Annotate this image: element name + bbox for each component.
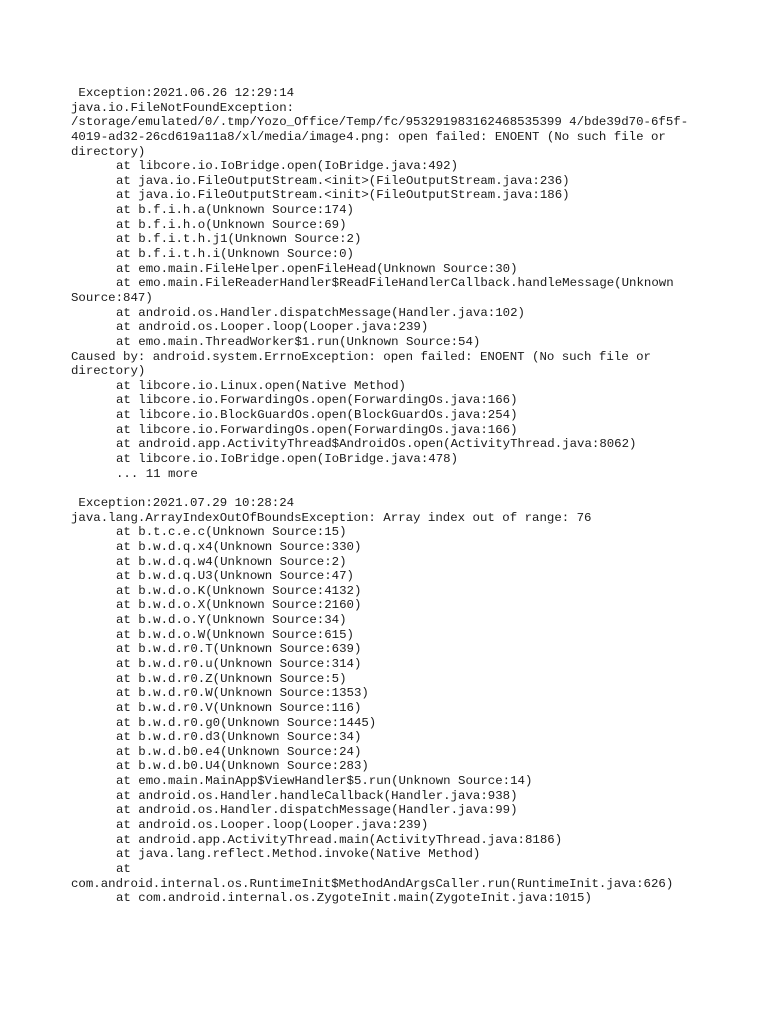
stack-frame-line: at b.w.d.r0.T(Unknown Source:639) (116, 642, 362, 657)
stack-frame-line: at b.t.c.e.c(Unknown Source:15) (116, 525, 347, 540)
stack-frame-line: at b.w.d.r0.u(Unknown Source:314) (116, 656, 362, 671)
stack-frame-line: at android.os.Looper.loop(Looper.java:239) (116, 320, 429, 335)
stack-frame-line: at b.w.d.b0.U4(Unknown Source:283) (116, 759, 369, 774)
exception-message-line: Source:847) (71, 290, 153, 305)
stack-frame-line: at b.w.d.r0.W(Unknown Source:1353) (116, 686, 369, 701)
exception-log (71, 86, 711, 906)
stack-frame-line: at b.w.d.b0.e4(Unknown Source:24) (116, 744, 362, 759)
stack-frame-line: at b.f.i.t.h.j1(Unknown Source:2) (116, 232, 362, 247)
stack-frame-line: at libcore.io.IoBridge.open(IoBridge.java:478) (116, 452, 459, 467)
stack-frame-line: at b.w.d.q.U3(Unknown Source:47) (116, 569, 354, 584)
stack-frame-line: at java.io.FileOutputStream.<init>(FileOutputStream.java:186) (116, 188, 570, 203)
exception-message-line: directory) (71, 144, 146, 159)
stack-frame-line: at libcore.io.ForwardingOs.open(ForwardingOs.java:166) (116, 393, 518, 408)
stack-frame-line: at emo.main.MainApp$ViewHandler$5.run(Unknown Source:14) (116, 774, 533, 789)
stack-frame-line: at android.os.Handler.dispatchMessage(Handler.java:102) (116, 305, 525, 320)
stack-frame-line: at libcore.io.ForwardingOs.open(ForwardingOs.java:166) (116, 422, 518, 437)
stack-frame-line: at libcore.io.IoBridge.open(IoBridge.java:492) (116, 159, 459, 174)
stack-frame-line: at android.os.Handler.dispatchMessage(Handler.java:99) (116, 803, 518, 818)
exception-message-line: java.lang.ArrayIndexOutOfBoundsException: Array index out of range: 76 (71, 510, 592, 525)
exception-message-line: java.io.FileNotFoundException: (71, 100, 295, 115)
stack-frame-line: at libcore.io.BlockGuardOs.open(BlockGuardOs.java:254) (116, 408, 518, 423)
exception-message-line: /storage/emulated/0/.tmp/Yozo_Office/Temp/fc/953291983162468535399 4/bde39d70-6f5f- (71, 115, 689, 130)
exception-header: Exception:2021.06.26 12:29:14 (71, 86, 295, 100)
stack-frame-line: at b.w.d.r0.Z(Unknown Source:5) (116, 671, 347, 686)
stack-frame-line: at emo.main.ThreadWorker$1.run(Unknown Source:54) (116, 334, 481, 349)
stack-frame-line: at b.w.d.q.x4(Unknown Source:330) (116, 539, 362, 554)
stack-frame-line: at b.w.d.r0.g0(Unknown Source:1445) (116, 715, 377, 730)
exception-header: Exception:2021.07.29 10:28:24 (71, 495, 295, 510)
stack-frame-line: at b.w.d.o.W(Unknown Source:615) (116, 627, 354, 642)
stack-frame-line: at b.w.d.o.K(Unknown Source:4132) (116, 583, 362, 598)
stack-frame-line: at b.f.i.h.o(Unknown Source:69) (116, 217, 347, 232)
exception-message-line: 4019-ad32-26cd619a11a8/xl/media/image4.png: open failed: ENOENT (No such file or (71, 129, 666, 144)
block-separator (71, 481, 711, 496)
stack-frame-line: at java.lang.reflect.Method.invoke(Native Method) (116, 847, 481, 862)
stack-frame-line: ... 11 more (116, 466, 198, 481)
stack-frame-line: at (116, 861, 131, 876)
stack-frame-line: at java.io.FileOutputStream.<init>(FileOutputStream.java:236) (116, 173, 570, 188)
stack-frame-line: at android.app.ActivityThread.main(ActivityThread.java:8186) (116, 832, 563, 847)
stack-frame-line: at android.app.ActivityThread$AndroidOs.open(ActivityThread.java:8062) (116, 437, 637, 452)
exception-message-line: Caused by: android.system.ErrnoException: open failed: ENOENT (No such file or (71, 349, 651, 364)
stack-frame-line: at b.f.i.h.a(Unknown Source:174) (116, 203, 354, 218)
stack-frame-line: at b.f.i.t.h.i(Unknown Source:0) (116, 247, 354, 262)
stack-frame-line: at b.w.d.r0.V(Unknown Source:116) (116, 700, 362, 715)
exception-message-line: directory) (71, 364, 146, 379)
stack-frame-line: at b.w.d.o.X(Unknown Source:2160) (116, 598, 362, 613)
stack-frame-line: at com.android.internal.os.ZygoteInit.main(ZygoteInit.java:1015) (116, 891, 592, 906)
stack-frame-line: at b.w.d.r0.d3(Unknown Source:34) (116, 730, 362, 745)
stack-frame-line: at libcore.io.Linux.open(Native Method) (116, 378, 406, 393)
stack-frame-line: at emo.main.FileReaderHandler$ReadFileHandlerCallback.handleMessage(Unknown (116, 276, 674, 291)
stack-frame-line: at android.os.Handler.handleCallback(Handler.java:938) (116, 788, 518, 803)
stack-frame-line: at emo.main.FileHelper.openFileHead(Unknown Source:30) (116, 261, 518, 276)
stack-frame-line: at b.w.d.q.w4(Unknown Source:2) (116, 554, 347, 569)
stack-frame-line: at b.w.d.o.Y(Unknown Source:34) (116, 613, 347, 628)
exception-message-line: com.android.internal.os.RuntimeInit$MethodAndArgsCaller.run(RuntimeInit.java:626) (71, 876, 674, 891)
stack-frame-line: at android.os.Looper.loop(Looper.java:239) (116, 818, 429, 833)
